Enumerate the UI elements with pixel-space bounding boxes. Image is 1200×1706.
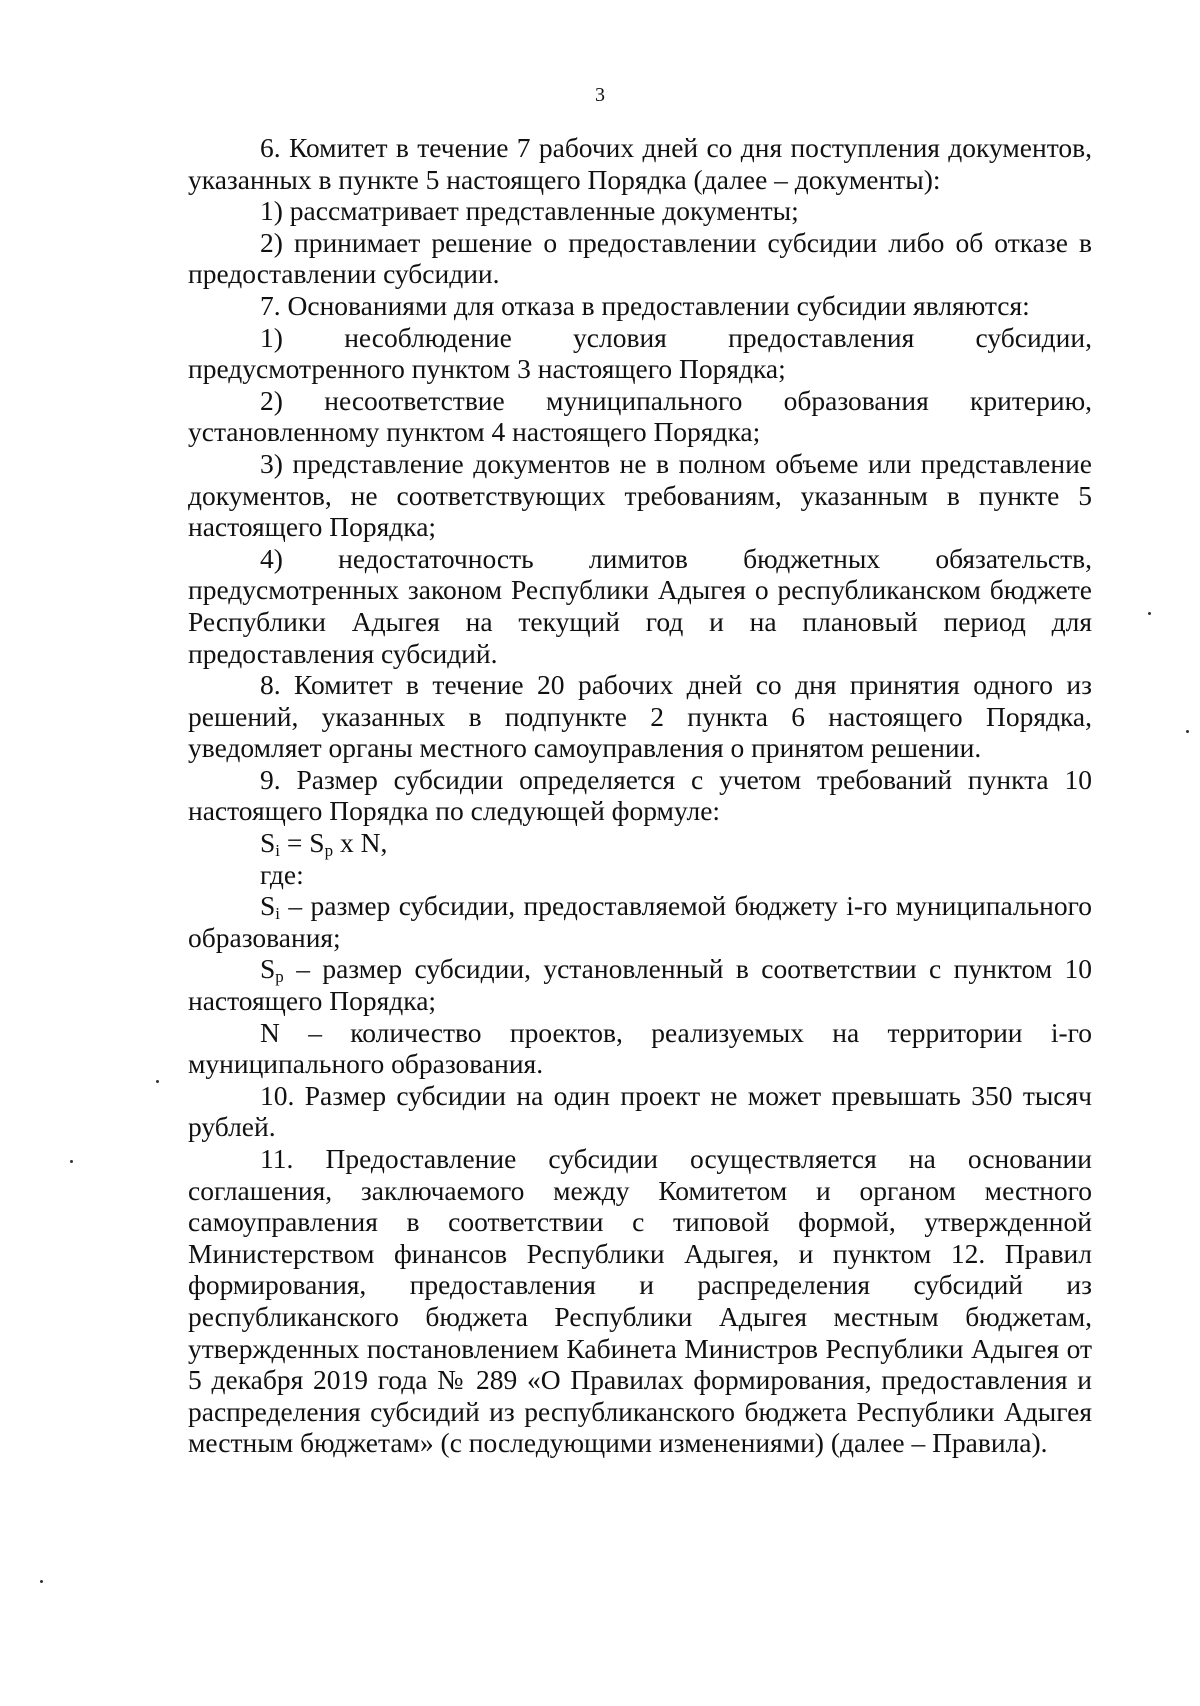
paragraph-9: 9. Размер субсидии определяется с учетом требований пункта 10 настоящего Порядка по следующей формуле: [188,763,1092,827]
paragraph-7-item-3: 3) представление документов не в полном объеме или представление документов, не соответствующих требованиям, указанным в пункте 5 настоящего Порядка; [188,447,1092,543]
scan-speck [1186,730,1189,733]
scan-speck [70,1160,73,1163]
paragraph-11: 11. Предоставление субсидии осуществляется на основании соглашения, заключаемого между Комитетом и органом местного самоуправления в соответствии с типовой формой, утвержденной Министерством финансов Республики Адыгея, и пунктом 12. Правил формирования, предоставления и распределения субсидий из республиканского бюджета Республики Адыгея местным бюджетам, утвержденных постановлением Кабинета Министров Республики Адыгея от 5 декабря 2019 года № 289 «О Правилах формирования, предоставления и распределения субсидий из республиканского бюджета Республики Адыгея местным бюджетам» (с последующими изменениями) (далее – Правила). [188,1143,1092,1459]
paragraph-7: 7. Основаниями для отказа в предоставлении субсидии являются: [260,289,1030,321]
paragraph-8: 8. Комитет в течение 20 рабочих дней со дня принятия одного из решений, указанных в подпункте 2 пункта 6 настоящего Порядка, уведомляет органы местного самоуправления о принятом решении. [188,669,1092,764]
paragraph-7-item-2: 2) несоответствие муниципального образования критерию, установленному пунктом 4 настоящего Порядка; [188,384,1092,448]
paragraph-6-item-1: 1) рассматривает представленные документы; [260,195,799,227]
paragraph-7-item-4: 4) недостаточность лимитов бюджетных обязательств, предусмотренных законом Республики Адыгея о республиканском бюджете Республики Адыгея на текущий год и на плановый период для предоставления субсидий. [188,542,1092,669]
paragraph-6-item-2: 2) принимает решение о предоставлении субсидии либо об отказе в предоставлении субсидии. [188,226,1092,290]
document-body [188,132,1092,1459]
page-number: 3 [595,84,605,106]
scan-speck [156,1080,159,1083]
definition-n: N – количество проектов, реализуемых на территории i-го муниципального образования. [188,1016,1092,1080]
formula: $S_i = S_p$ x N, [260,827,388,861]
definition-si: $S_i$ – размер субсидии, предоставляемой бюджету i-го муниципального образования; [188,890,1092,953]
paragraph-10: 10. Размер субсидии на один проект не может превышать 350 тысяч рублей. [188,1079,1092,1143]
paragraph-6: 6. Комитет в течение 7 рабочих дней со дня поступления документов, указанных в пункте 5 настоящего Порядка (далее – документы): [188,132,1092,195]
formula-where: где: [260,858,304,890]
paragraph-7-item-1: 1) несоблюдение условия предоставления субсидии, предусмотренного пунктом 3 настоящего Порядка; [188,321,1092,385]
scan-speck [40,1580,43,1583]
definition-sp: $S_p$ – размер субсидии, установленный в соответствии с пунктом 10 настоящего Порядка; [188,953,1092,1017]
scan-speck [1148,612,1151,615]
